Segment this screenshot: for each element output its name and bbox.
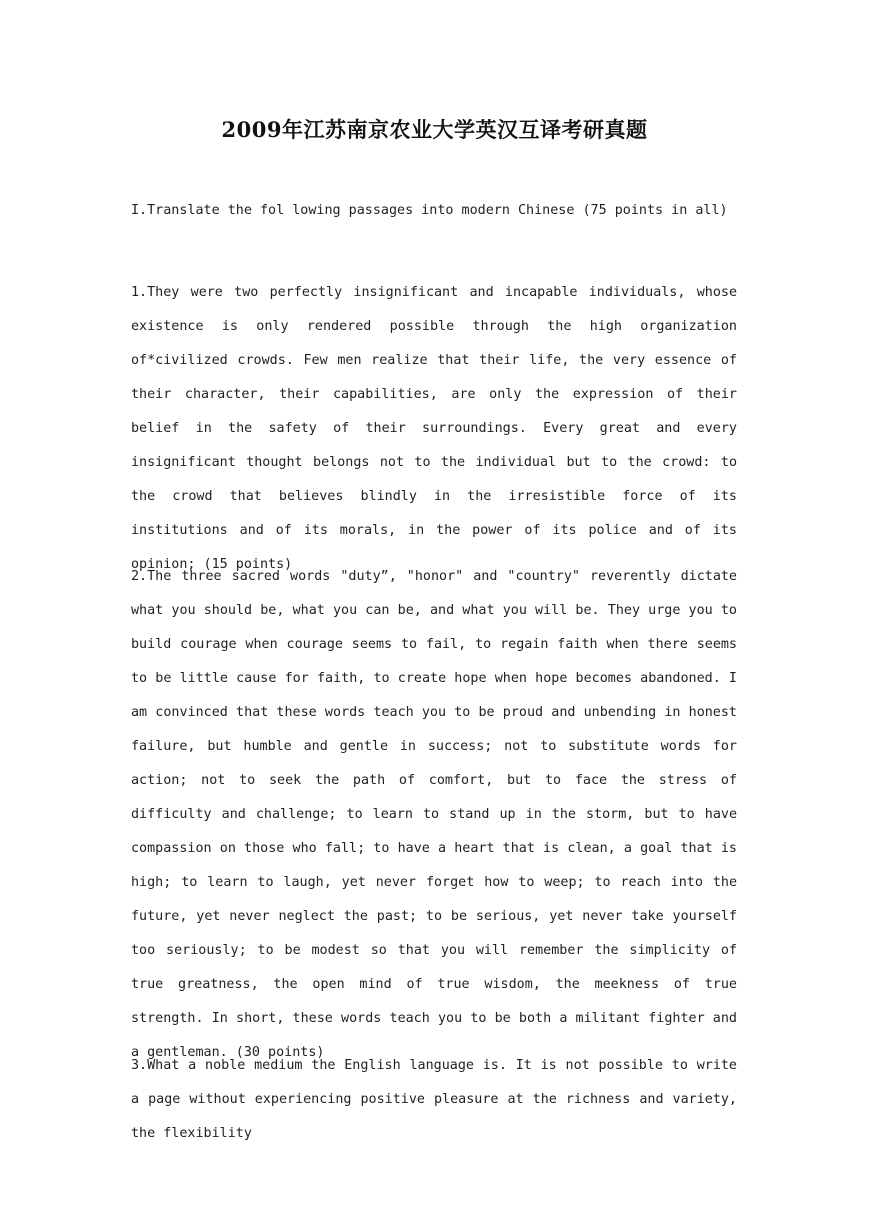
page-title: 2009年江苏南京农业大学英汉互译考研真题	[221, 117, 648, 142]
passage-3: 3.What a noble medium the English language is. It is not possible to write a page without experiencing positive pleasure at the richness and variety, the flexibility	[131, 1058, 737, 1141]
passage-2: 2.The three sacred words "duty”, "honor" and "country" reverently dictate what you should be, what you can be, and what you will be. They urge you to build courage when courage seems to fail, to regain faith when there seems to be little cause for faith, to create hope when hope becomes abandoned. I am convinced that these words teach you to be proud and unbending in honest failure, but humble and gentle in success; not to substitute words for action; not to seek the path of comfort, but to face the stress of difficulty and challenge; to learn to stand up in the storm, but to have compassion on those who fall; to have a heart that is clean, a goal that is high; to learn to laugh, yet never forget how to weep; to reach into the future, yet never neglect the past; to be serious, yet never take yourself too seriously; to be modest so that you will remember the simplicity of true greatness, the open mind of true wisdom, the meekness of true strength. In short, these words teach you to be both a militant fighter and a gentleman. (30 points)	[131, 569, 737, 1060]
passage-1: 1.They were two perfectly insignificant and incapable individuals, whose existence is only rendered possible through the high organization of*civilized crowds. Few men realize that their life, the very essence of their character, their capabilities, are only the expression of their belief in the safety of their surroundings. Every great and every insignificant thought belongs not to the individual but to the crowd: to the crowd that believes blindly in the irresistible force of its institutions and of its morals, in the power of its police and of its opinion; (15 points)	[131, 285, 737, 572]
section-heading: I.Translate the fol lowing passages into modern Chinese (75 points in all)	[131, 203, 728, 218]
